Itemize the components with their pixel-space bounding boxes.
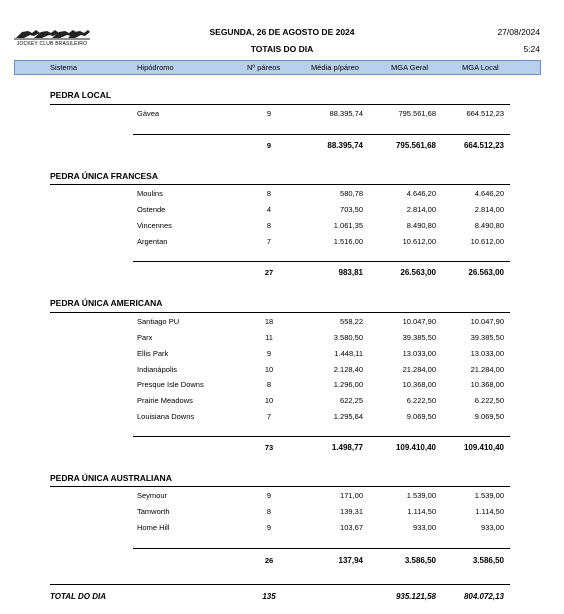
table-row xyxy=(0,189,564,201)
col-hipodromo: Hipódromo xyxy=(137,63,174,72)
report-subtitle: TOTAIS DO DIA xyxy=(250,44,314,54)
cell-geral: 1.114,50 xyxy=(407,507,436,516)
cell-media: 1.516,00 xyxy=(333,237,363,246)
cell-local: 21.284,00 xyxy=(470,365,504,374)
cell-geral: 2.814,00 xyxy=(406,205,436,214)
grand-total-geral: 935.121,58 xyxy=(395,592,436,601)
cell-hipodromo: Prairie Meadows xyxy=(137,396,193,405)
cell-media: 580,78 xyxy=(340,189,363,198)
cell-geral: 795.561,68 xyxy=(398,109,436,118)
total-media: 983,81 xyxy=(338,268,363,277)
cell-pareos: 10 xyxy=(264,396,274,405)
cell-media: 1.448,11 xyxy=(334,349,363,358)
total-media: 137,94 xyxy=(338,556,363,565)
subtotal-divider xyxy=(133,548,510,549)
table-row xyxy=(0,491,564,503)
table-row xyxy=(0,396,564,408)
cell-geral: 21.284,00 xyxy=(402,365,436,374)
cell-media: 558,22 xyxy=(340,317,363,326)
subtotal-divider xyxy=(133,261,510,262)
cell-geral: 10.368,00 xyxy=(402,380,436,389)
cell-pareos: 8 xyxy=(266,221,272,230)
cell-pareos: 7 xyxy=(266,412,272,421)
cell-hipodromo: Argentan xyxy=(137,237,168,246)
section-divider xyxy=(50,312,510,313)
cell-pareos: 8 xyxy=(266,189,272,198)
cell-local: 8.490,80 xyxy=(474,221,504,230)
cell-geral: 13.033,00 xyxy=(402,349,436,358)
table-row xyxy=(0,205,564,217)
cell-geral: 10.047,90 xyxy=(402,317,436,326)
cell-hipodromo: Parx xyxy=(137,333,153,342)
section-title: PEDRA ÚNICA FRANCESA xyxy=(50,171,158,181)
total-pareos: 73 xyxy=(264,443,274,452)
cell-hipodromo: Presque Isle Downs xyxy=(137,380,204,389)
cell-local: 6.222,50 xyxy=(474,396,504,405)
cell-local: 13.033,00 xyxy=(470,349,504,358)
cell-hipodromo: Indianápolis xyxy=(137,365,178,374)
grand-total-local: 804.072,13 xyxy=(463,592,504,601)
col-media: Média p/páreo xyxy=(311,63,359,72)
cell-local: 39.385,50 xyxy=(470,333,504,342)
cell-media: 88.395,74 xyxy=(329,109,363,118)
total-media: 88.395,74 xyxy=(327,141,363,150)
grand-total-label: TOTAL DO DIA xyxy=(50,592,106,601)
cell-pareos: 11 xyxy=(265,333,273,342)
cell-local: 10.047,90 xyxy=(470,317,504,326)
cell-hipodromo: Louisiana Downs xyxy=(137,412,195,421)
grand-total-divider xyxy=(50,584,510,585)
cell-hipodromo: Gávea xyxy=(137,109,160,118)
section-title: PEDRA ÚNICA AMERICANA xyxy=(50,298,163,308)
total-local: 3.586,50 xyxy=(472,556,504,565)
cell-hipodromo: Moulins xyxy=(137,189,163,198)
cell-media: 1.061,35 xyxy=(333,221,363,230)
section-divider xyxy=(50,184,510,185)
cell-media: 171,00 xyxy=(340,491,363,500)
cell-geral: 10.612,00 xyxy=(402,237,436,246)
grand-total-row xyxy=(50,592,510,604)
report-time: 5:24 xyxy=(523,44,540,54)
cell-media: 139,31 xyxy=(340,507,363,516)
cell-pareos: 18 xyxy=(264,317,274,326)
cell-pareos: 7 xyxy=(266,237,272,246)
cell-pareos: 8 xyxy=(266,507,272,516)
cell-geral: 1.539,00 xyxy=(406,491,436,500)
total-pareos: 9 xyxy=(266,141,272,150)
cell-hipodromo: Ostende xyxy=(137,205,166,214)
cell-media: 3.580,50 xyxy=(333,333,363,342)
cell-geral: 4.646,20 xyxy=(406,189,436,198)
cell-hipodromo: Ellis Park xyxy=(137,349,169,358)
cell-media: 1.295,64 xyxy=(333,412,363,421)
subtotal-divider xyxy=(133,134,510,135)
total-pareos: 26 xyxy=(264,556,274,565)
cell-local: 1.114,50 xyxy=(475,507,504,516)
section-divider xyxy=(50,104,510,105)
cell-hipodromo: Vincennes xyxy=(137,221,172,230)
section-title: PEDRA ÚNICA AUSTRALIANA xyxy=(50,473,172,483)
cell-geral: 6.222,50 xyxy=(406,396,436,405)
cell-pareos: 9 xyxy=(266,491,272,500)
table-row xyxy=(0,221,564,233)
table-row xyxy=(0,523,564,535)
cell-geral: 9.069,50 xyxy=(406,412,436,421)
cell-hipodromo: Seymour xyxy=(137,491,168,500)
cell-local: 9.069,50 xyxy=(474,412,504,421)
cell-geral: 39.385,50 xyxy=(402,333,436,342)
total-geral: 795.561,68 xyxy=(395,141,436,150)
cell-pareos: 10 xyxy=(264,365,274,374)
cell-local: 933,00 xyxy=(481,523,504,532)
cell-pareos: 4 xyxy=(266,205,272,214)
cell-media: 622,25 xyxy=(340,396,363,405)
cell-geral: 933,00 xyxy=(413,523,436,532)
subtotal-row xyxy=(0,556,564,568)
total-local: 109.410,40 xyxy=(463,443,504,452)
col-mga-local: MGA Local xyxy=(462,63,499,72)
subtotal-row xyxy=(0,268,564,280)
cell-local: 664.512,23 xyxy=(466,109,504,118)
table-row xyxy=(0,237,564,249)
cell-local: 2.814,00 xyxy=(474,205,504,214)
cell-hipodromo: Home Hill xyxy=(137,523,170,532)
subtotal-row xyxy=(0,141,564,153)
cell-pareos: 9 xyxy=(266,523,272,532)
cell-hipodromo: Santiago PU xyxy=(137,317,180,326)
table-row xyxy=(0,349,564,361)
table-row xyxy=(0,365,564,377)
report-date: 27/08/2024 xyxy=(497,27,540,37)
table-row xyxy=(0,333,564,345)
logo-text: JOCKEY CLUB BRASILEIRO xyxy=(16,41,88,47)
cell-local: 10.612,00 xyxy=(470,237,504,246)
column-header-bar xyxy=(14,60,541,75)
total-media: 1.498,77 xyxy=(331,443,363,452)
cell-pareos: 9 xyxy=(266,349,272,358)
col-pareos: Nº páreos xyxy=(247,63,281,72)
subtotal-row xyxy=(0,443,564,455)
cell-pareos: 9 xyxy=(266,109,272,118)
cell-media: 703,50 xyxy=(340,205,363,214)
grand-total-pareos: 135 xyxy=(262,592,276,601)
table-row xyxy=(0,380,564,392)
report-title: SEGUNDA, 26 DE AGOSTO DE 2024 xyxy=(209,27,355,37)
cell-local: 10.368,00 xyxy=(470,380,504,389)
section-divider xyxy=(50,486,510,487)
table-row xyxy=(0,317,564,329)
table-row xyxy=(0,109,564,121)
table-row xyxy=(0,507,564,519)
total-geral: 26.563,00 xyxy=(400,268,436,277)
cell-local: 4.646,20 xyxy=(474,189,504,198)
cell-pareos: 8 xyxy=(266,380,272,389)
total-local: 664.512,23 xyxy=(463,141,504,150)
subtotal-divider xyxy=(133,436,510,437)
cell-hipodromo: Tamworth xyxy=(137,507,170,516)
cell-geral: 8.490,80 xyxy=(406,221,436,230)
table-row xyxy=(0,412,564,424)
col-sistema: Sistema xyxy=(50,63,78,72)
total-geral: 109.410,40 xyxy=(395,443,436,452)
cell-media: 103,67 xyxy=(340,523,363,532)
total-geral: 3.586,50 xyxy=(404,556,436,565)
col-mga-geral: MGA Geral xyxy=(391,63,429,72)
cell-local: 1.539,00 xyxy=(474,491,504,500)
total-local: 26.563,00 xyxy=(468,268,504,277)
section-title: PEDRA LOCAL xyxy=(50,90,112,100)
cell-media: 1.296,00 xyxy=(333,380,363,389)
cell-media: 2.128,40 xyxy=(333,365,363,374)
total-pareos: 27 xyxy=(264,268,274,277)
